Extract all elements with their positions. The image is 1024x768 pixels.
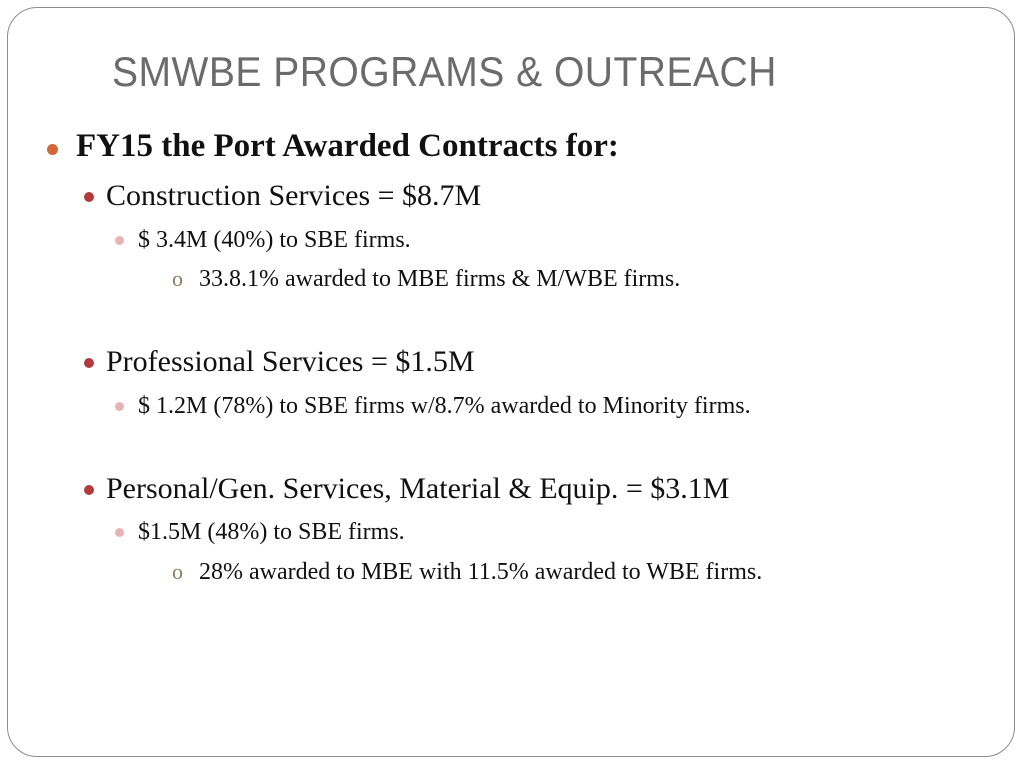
bullet-dot-icon (84, 358, 94, 368)
bullet-dot-icon (84, 485, 94, 495)
main-bullet-text: FY15 the Port Awarded Contracts for: (76, 128, 619, 164)
bullet-dot-icon (115, 528, 124, 537)
personal-sbe-text: $1.5M (48%) to SBE firms. (138, 519, 405, 545)
bullet-dot-icon (115, 236, 124, 245)
bullet-dot-icon (47, 144, 58, 155)
slide-title: SMWBE PROGRAMS & OUTREACH (112, 48, 777, 95)
personal-mbe-text: 28% awarded to MBE with 11.5% awarded to WBE firms. (199, 559, 763, 585)
bullet-dot-icon (84, 192, 94, 202)
construction-services-text: Construction Services = $8.7M (106, 179, 482, 212)
sub-bullet-o-icon: o (172, 559, 183, 584)
professional-services-text: Professional Services = $1.5M (106, 345, 475, 378)
professional-sbe-text: $ 1.2M (78%) to SBE firms w/8.7% awarded to Minority firms. (138, 393, 751, 419)
bullet-dot-icon (115, 402, 124, 411)
personal-services-text: Personal/Gen. Services, Material & Equip. = $3.1M (106, 472, 730, 505)
slide-frame (7, 7, 1015, 757)
construction-sbe-text: $ 3.4M (40%) to SBE firms. (138, 227, 411, 253)
construction-mbe-text: 33.8.1% awarded to MBE firms & M/WBE firms. (199, 266, 681, 292)
sub-bullet-o-icon: o (172, 266, 183, 291)
